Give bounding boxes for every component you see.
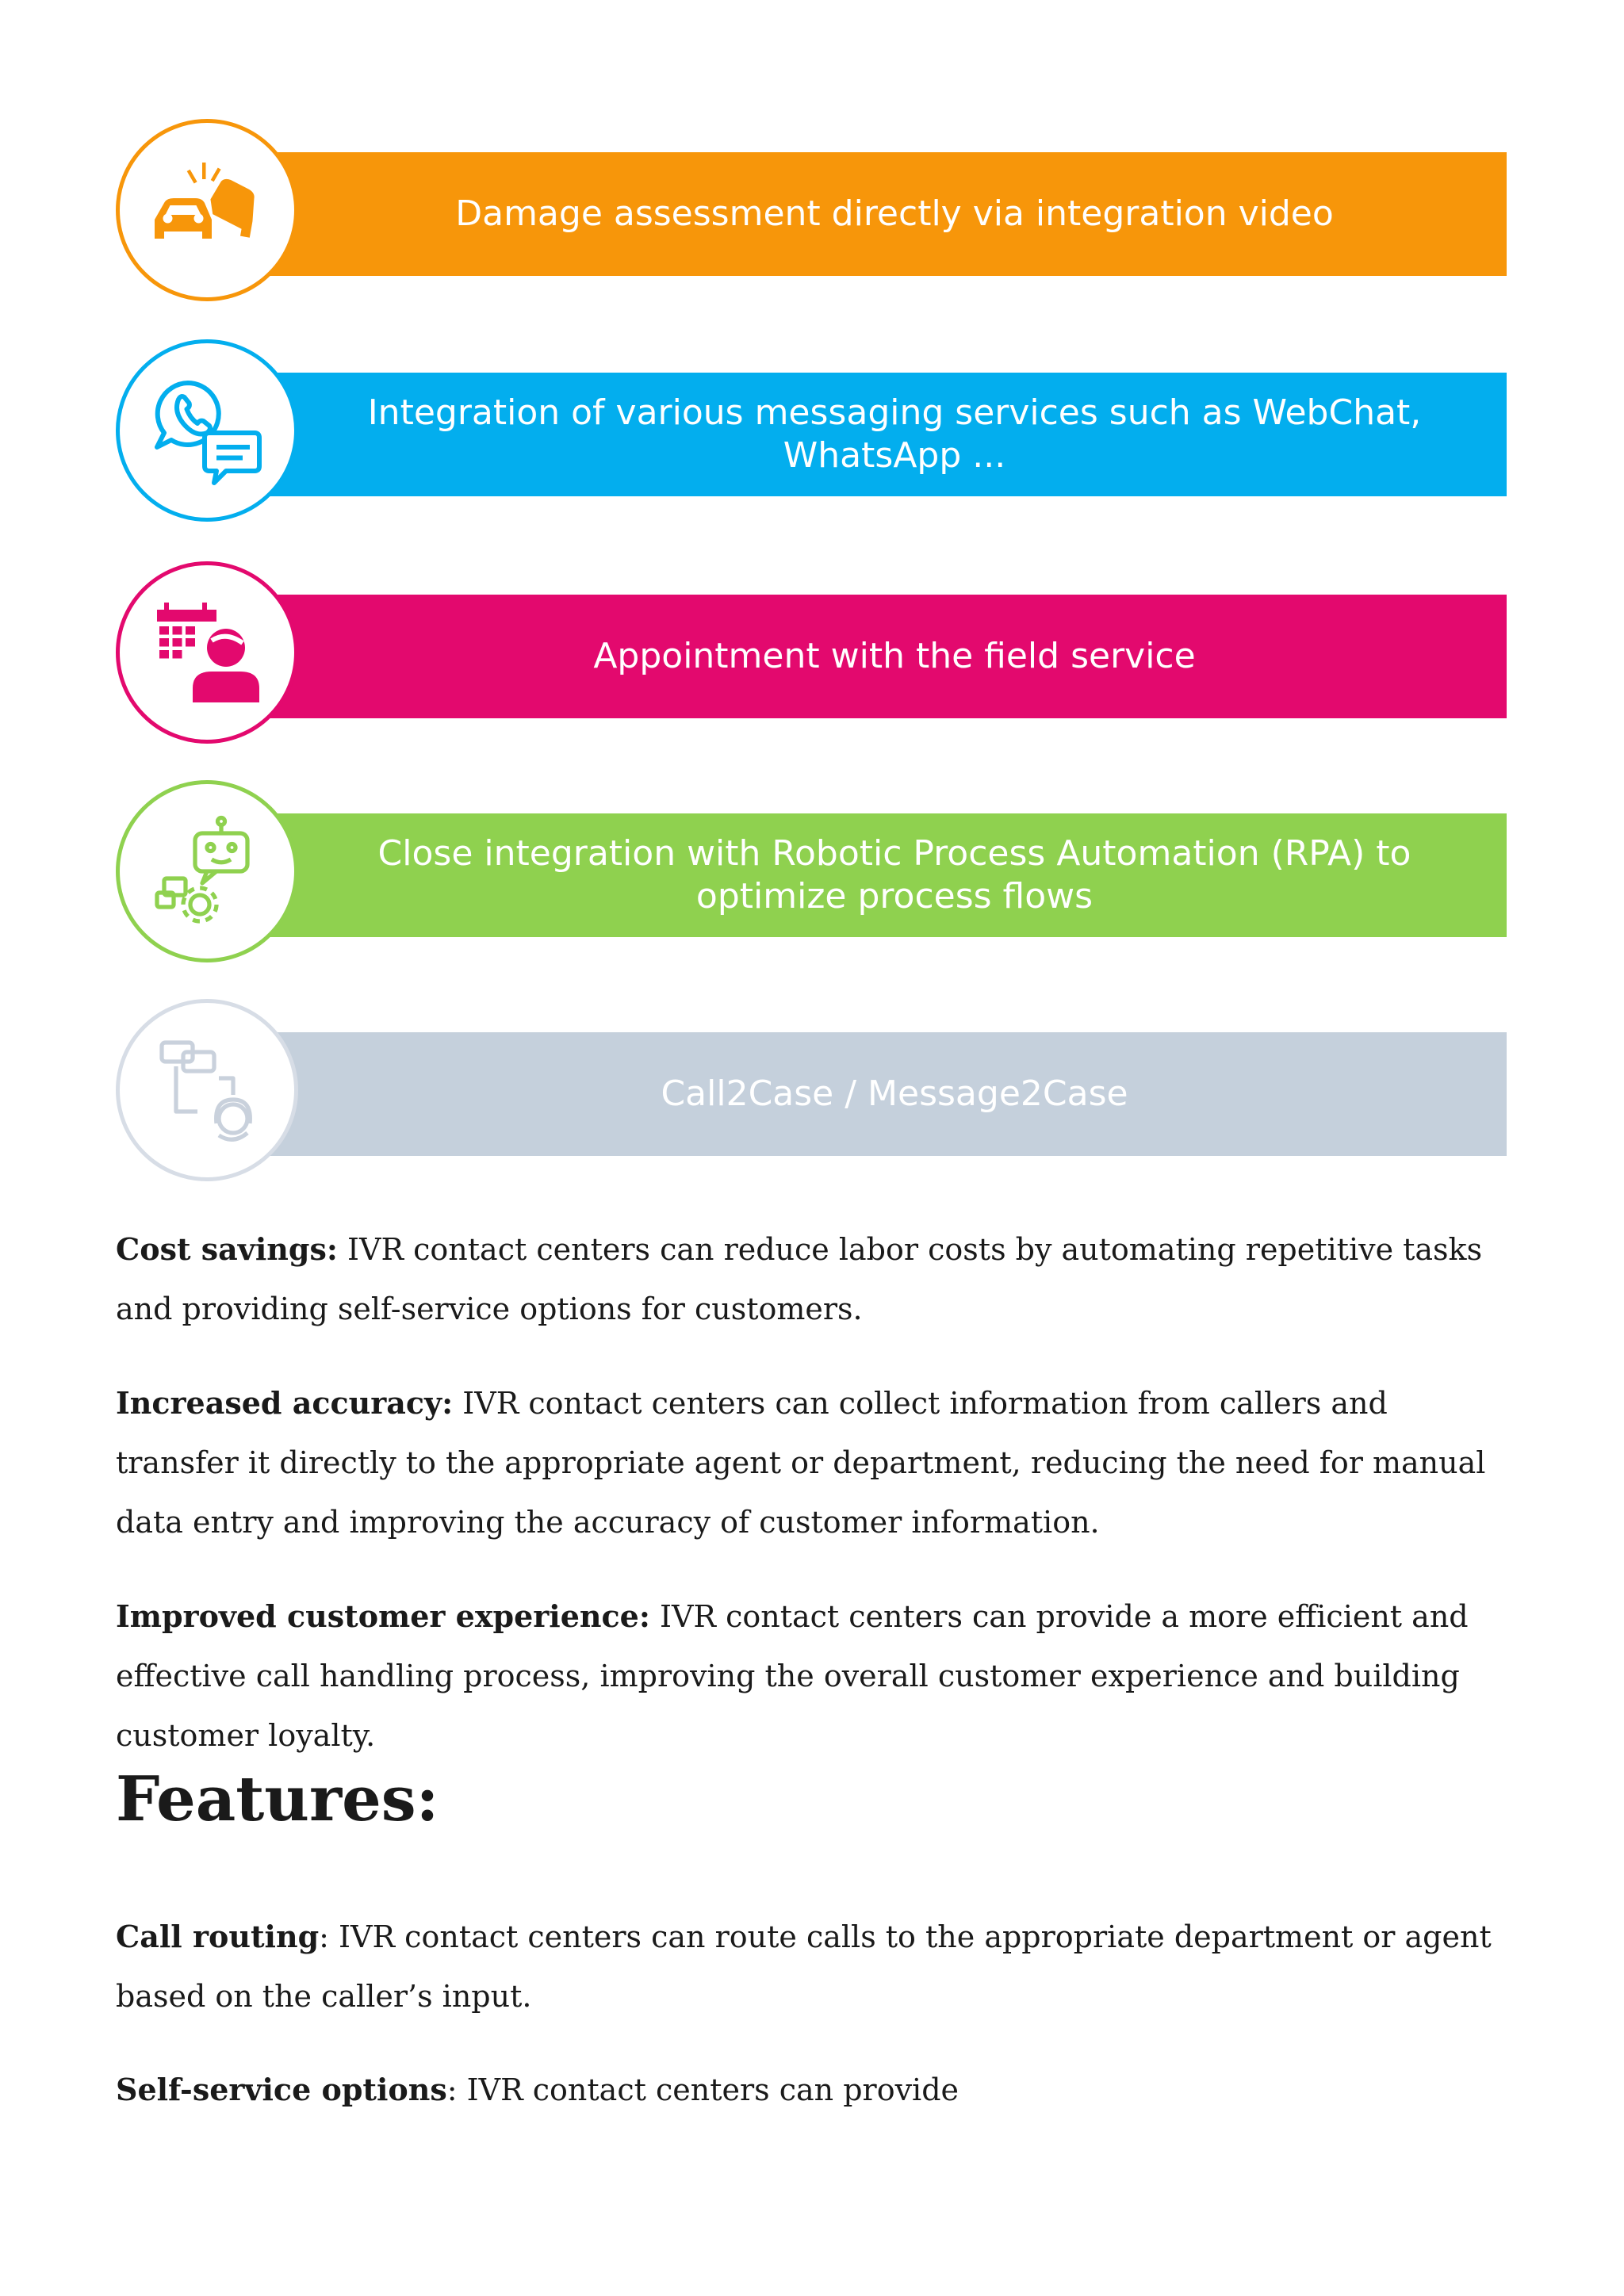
banner-messaging-services [116,339,1507,530]
paragraph-customer-experience [116,1586,1508,1766]
feature-label: Call routing [116,1919,320,1954]
paragraph-body: IVR contact centers can collect information from callers and transfer it directly to the appropriate agent or department, reducing the need for manual data entry and improving the accuracy of customer information. [116,1386,1486,1540]
banner-text: Call2Case / Message2Case [661,1073,1128,1114]
banner-rpa [116,780,1507,970]
banner-field-service [116,561,1507,752]
banner-text: Appointment with the field service [593,636,1196,676]
features-heading: Features: [116,1763,439,1835]
features-infographic [116,119,1507,1197]
paragraph-increased-accuracy [116,1373,1508,1552]
banner-text: Close integration with Robotic Process Automation (RPA) to optimize process flows [377,833,1411,916]
feature-body: : IVR contact centers can provide [446,2072,959,2107]
feature-label: Self-service options [116,2072,447,2107]
banner-text: Integration of various messaging services such as WebChat, WhatsApp ... [367,392,1422,476]
banner-band [266,1032,1507,1156]
banner-band [266,373,1507,496]
paragraph-label: Improved customer experience: [116,1598,650,1634]
paragraph-label: Increased accuracy: [116,1385,454,1421]
banner-damage-assessment [116,119,1507,309]
banner-band [266,813,1507,937]
banner-band [266,595,1507,718]
calendar-person-icon [116,561,298,744]
paragraph-body: IVR contact centers can reduce labor costs by automating repetitive tasks and providing self-service options for customers. [116,1232,1483,1326]
banner-text: Damage assessment directly via integration video [455,193,1334,234]
feature-body: : IVR contact centers can route calls to the appropriate department or agent based on the caller’s input. [116,1919,1492,2014]
chat-phone-icon [116,339,298,522]
banner-call2case [116,999,1507,1189]
paragraph-label: Cost savings: [116,1231,338,1267]
paragraph-cost-savings [116,1219,1508,1339]
banner-band [266,152,1507,276]
car-crash-icon [116,119,298,301]
paragraph-body: IVR contact centers can provide a more efficient and effective call handling process, improving the overall customer experience and building customer loyalty. [116,1599,1469,1753]
feature-self-service [116,2060,1508,2120]
chat-headset-icon [116,999,298,1181]
robot-gear-icon [116,780,298,962]
feature-call-routing [116,1907,1508,2026]
